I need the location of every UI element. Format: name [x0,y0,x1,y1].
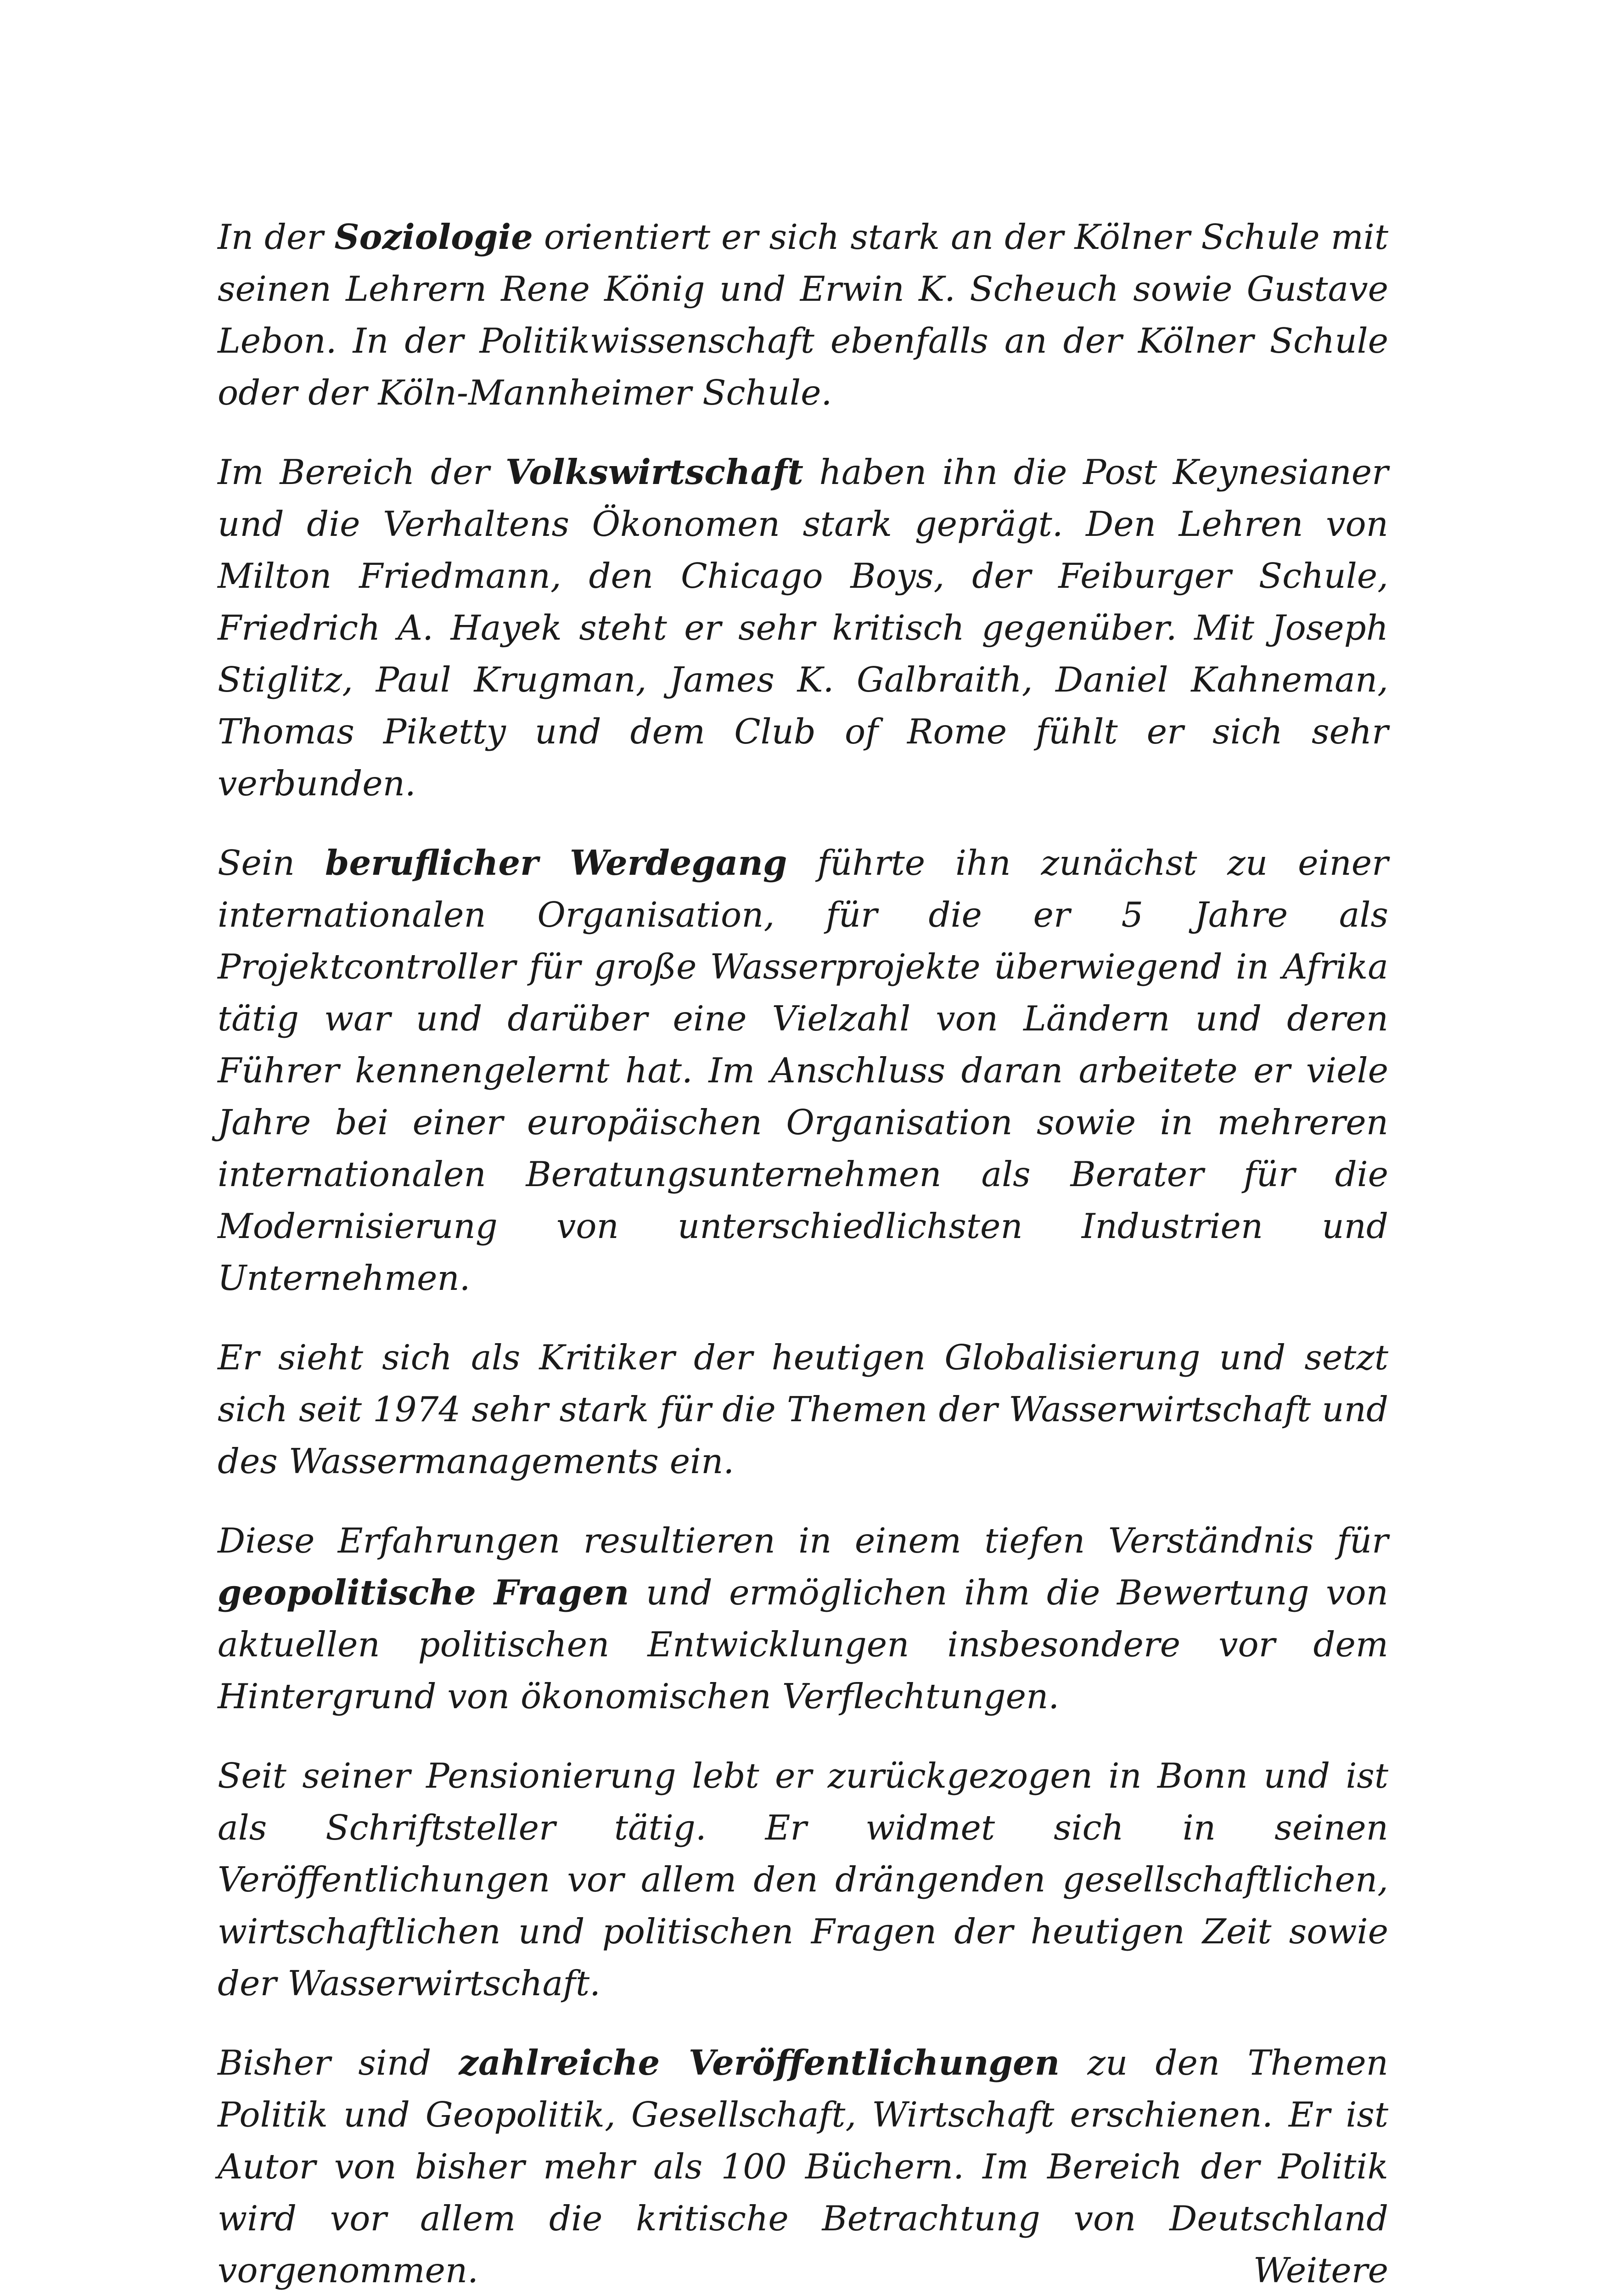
emphasis-publications: zahlreiche Veröffentlichungen [459,2043,1060,2083]
emphasis-economics: Volkswirtschaft [505,452,803,492]
paragraph-text: orientiert er sich stark an der Kölner Schule mit seinen Lehrern Rene König und Erwin K. Scheuch sowie Gustave Lebon. In der Politikwissenschaft ebenfalls an der Kölner Schule oder der Köln-Mannheimer Schule. [218,217,1389,413]
paragraph-text: haben ihn die Post Keynesianer und die Verhaltens Ökonomen stark geprägt. Den Lehren von Milton Friedmann, den Chicago Boys, der Feiburger Schule, Friedrich A. Hayek steht er sehr kritisch gegenüber. Mit Joseph Stiglitz, Paul Krugman, James K. Galbraith, Daniel Kahneman, Thomas Piketty und dem Club of Rome fühlt er sich sehr verbunden. [218,452,1388,804]
paragraph-text: Im Bereich der [218,452,505,492]
paragraph-publications [218,2037,1388,2296]
paragraph-retirement [218,1750,1388,2009]
paragraph-career [218,837,1388,1304]
paragraph-globalization [218,1332,1388,1487]
body-text [218,211,1388,2296]
paragraph-geopolitics [218,1515,1388,1722]
emphasis-career: beruflicher Werdegang [325,843,787,883]
paragraph-text: zu den Themen Politik und Geopolitik, Gesellschaft, Wirtschaft erschienen. Er ist Autor von bisher mehr als 100 Büchern. Im Bereich der Politik wird vor allem die kritische Betrachtung von Deutschland vorgenommen. Weitere [218,2043,1388,2290]
paragraph-text: Er sieht sich als Kritiker der heutigen Globalisierung und setzt sich seit 1974 sehr stark für die Themen der Wasserwirtschaft und des Wassermanagements ein. [218,1337,1388,1481]
emphasis-geopolitics: geopolitische Fragen [218,1572,629,1613]
emphasis-sociology: Soziologie [334,217,533,257]
paragraph-economics [218,446,1388,810]
paragraph-text: Seit seiner Pensionierung lebt er zurückgezogen in Bonn und ist als Schriftsteller tätig. Er widmet sich in seinen Veröffentlichungen vor allem den drängenden gesellschaftlichen, wirtschaftlichen und politischen Fragen der heutigen Zeit sowie der Wasserwirtschaft. [218,1756,1388,2003]
paragraph-text: In der [218,217,335,257]
paragraph-text: führte ihn zunächst zu einer internationalen Organisation, für die er 5 Jahre als Projektcontroller für große Wasserprojekte überwiegend in Afrika tätig war und darüber eine Vielzahl von Ländern und deren Führer kennengelernt hat. Im Anschluss daran arbeitete er viele Jahre bei einer europäischen Organisation sowie in mehreren internationalen Beratungsunternehmen als Berater für die Modernisierung von unterschiedlichsten Industrien und Unternehmen. [218,843,1388,1298]
paragraph-text: Bisher sind [218,2043,459,2083]
paragraph-sociology [218,211,1388,419]
paragraph-text: Diese Erfahrungen resultieren in einem tiefen Verständnis für [218,1520,1388,1561]
paragraph-text: und ermöglichen ihm die Bewertung von aktuellen politischen Entwicklungen insbesondere vor dem Hintergrund von ökonomischen Verflechtungen. [218,1572,1388,1716]
paragraph-text: Sein [218,843,325,883]
